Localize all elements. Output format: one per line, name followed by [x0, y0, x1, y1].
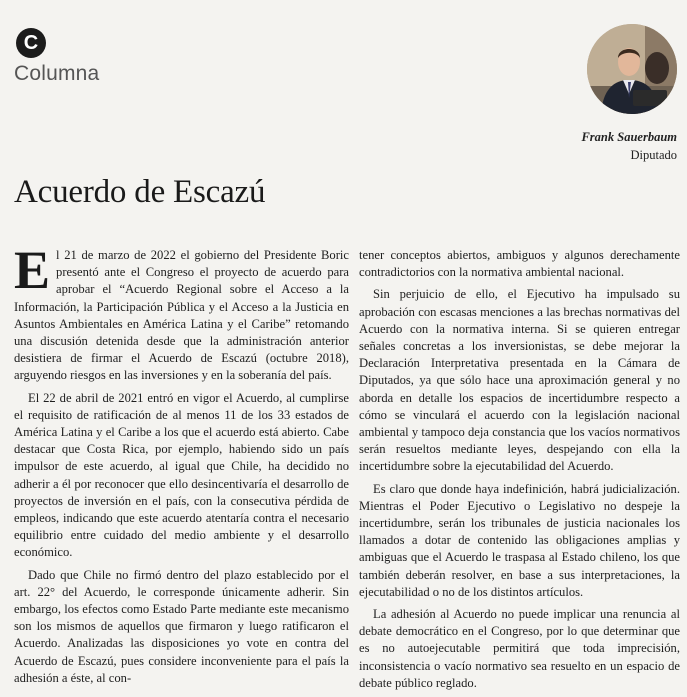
article-left-column	[14, 240, 349, 692]
drop-cap: E	[14, 240, 51, 300]
article-paragraph: Es claro que donde haya indefinición, habrá judicialización. Mientras el Poder Ejecutivo o Legislativo no despeje la incertidumbre, serán los tribunales de justicia nacionales los llamados a dotar de contenido las obligaciones amplias y ambiguas que el Acuerdo le traspasa al Estado chileno, los que también deberán resolver, en base a sus interpretaciones, la ejecutabilidad o no de los distintos artículos.	[359, 481, 680, 599]
article-paragraph: El 21 de marzo de 2022 el gobierno del Presidente Boric presentó ante el Congreso el proyecto de acuerdo para aprobar el “Acuerdo Regional sobre el Acceso a la Información, la Participación Pública y el Acceso a la Justicia en Asuntos Ambientales en América Latina y el Caribe” retomando una discusión detenida desde que la administración anterior desistiera de firmar el Acuerdo de Escazú (octubre 2018), arguyendo riesgos en las inversiones y en la soberanía del país.	[14, 240, 349, 383]
article-paragraph: Sin perjuicio de ello, el Ejecutivo ha impulsado su aprobación con escasas menciones a las brechas normativas del Acuerdo con la normativa interna. Si se quieren entregar señales concretas a los inversionistas, se debe mejorar la Declaración Interpretativa presentada en la Cámara de Diputados, ya que sólo hace una aproximación general y no aborda en detalle los espacios de incertidumbre respecto a cómo se vinculará el acuerdo con la legislación nacional ambiental y tampoco deja constancia que los vacíos normativos serán resueltos mediante leyes, despejando con ella la incertidumbre sobre la ejecutabilidad del Acuerdo.	[359, 287, 680, 474]
column-badge: C	[16, 28, 46, 58]
article-title: Acuerdo de Escazú	[14, 174, 266, 210]
author-portrait-image	[587, 24, 677, 114]
section-label: Columna	[14, 62, 100, 85]
author-role: Diputado	[630, 148, 677, 162]
article-right-column	[359, 247, 680, 697]
article-paragraph: La adhesión al Acuerdo no puede implicar una renuncia al debate democrático en el Congreso, por lo que determinar que es no autoejecutable permitirá que toda imprecisión, inconsistencia o vacío normativo sea resuelto en un espacio de debate público reglado.	[359, 607, 680, 690]
article-paragraph: Dado que Chile no firmó dentro del plazo establecido por el art. 22° del Acuerdo, le corresponde únicamente adherir. Sin embargo, los efectos como Estado Parte mediante este mecanismo son los mismos de aquellos que firmaron y luego ratificaron el Acuerdo. Analizadas las disposiciones yo vote en contra del Acuerdo de Escazú, pues considere inconveniente para el país la adhesión a éste, al con-	[14, 567, 349, 685]
author-photo	[587, 24, 677, 114]
author-name: Frank Sauerbaum	[581, 130, 677, 144]
article-paragraph: tener conceptos abiertos, ambiguos y algunos derechamente contradictorios con la normativa ambiental nacional.	[359, 248, 680, 280]
article-paragraph: El 22 de abril de 2021 entró en vigor el Acuerdo, al cumplirse el requisito de ratificación de al menos 11 de los 33 estados de América Latina y el Caribe a los que el acuerdo está abierto. Cabe destacar que Costa Rica, por ejemplo, habiendo sido un país impulsor de este acuerdo, al igual que Chile, ha decidido no adherir a él por reconocer que ello desincentivaría el desarrollo de proyectos de inversión en el país, con la consecutiva pérdida de empleos, indicando que este acuerdo atentaría contra el necesario equilibrio entre cuidado del medio ambiente y el desarrollo económico.	[14, 390, 349, 560]
